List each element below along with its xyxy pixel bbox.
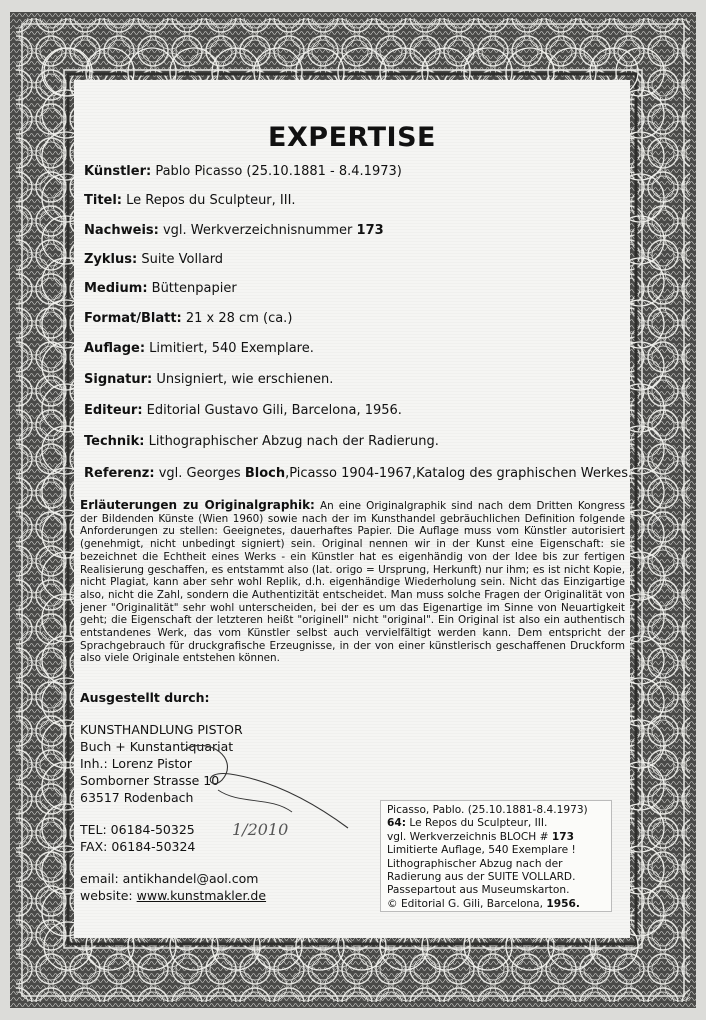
label-edition: Limitierte Auflage, 540 Exemplare ! [387,844,576,857]
field-auflage: Auflage: Limitiert, 540 Exemplare. [84,341,314,356]
explanation-heading: Erläuterungen zu Originalgraphik: [80,498,315,512]
field-editeur: Editeur: Editorial Gustavo Gili, Barcelona, 1956. [84,403,402,418]
issuer-street: Somborner Strasse 10 [80,773,220,788]
field-medium: Medium: Büttenpapier [84,281,237,296]
label-title: 64: Le Repos du Sculpteur, III. [387,817,548,830]
website-link[interactable]: www.kunstmakler.de [136,888,267,903]
issuer-subtitle: Buch + Kunstantiquariat [80,739,234,754]
field-nachweis: Nachweis: vgl. Werkverzeichnisnummer 173 [84,223,384,238]
label-mount: Passepartout aus Museumskarton. [387,884,570,897]
label-catalogue: vgl. Werkverzeichnis BLOCH # 173 [387,830,575,843]
issuer-heading: Ausgestellt durch: [80,690,210,705]
issuer-owner: Inh.: Lorenz Pistor [80,756,193,771]
issuer-email[interactable]: email: antikhandel@aol.com [80,871,259,886]
label-publisher: © Editorial G. Gili, Barcelona, 1956. [387,897,580,910]
info-label [380,800,612,912]
field-zyklus: Zyklus: Suite Vollard [84,252,224,267]
issuer-fax: FAX: 06184-50324 [80,839,196,854]
issuer-name: KUNSTHANDLUNG PISTOR [80,722,243,737]
field-format: Format/Blatt: 21 x 28 cm (ca.) [84,311,293,326]
field-technik: Technik: Lithographischer Abzug nach der Radierung. [84,434,439,449]
field-kuenstler: Künstler: Pablo Picasso (25.10.1881 - 8.4.1973) [84,164,402,179]
field-signatur: Signatur: Unsigniert, wie erschienen. [84,372,334,387]
page-title: EXPERTISE [268,122,436,153]
issuer-city: 63517 Rodenbach [80,790,194,805]
issuer-tel: TEL: 06184-50325 [80,822,195,837]
label-technique: Lithographischer Abzug nach der [387,857,563,870]
explanation-text: An eine Originalgraphik sind nach dem Dritten Kongress der Bildenden Künste (Wien 1960) sowie nach der im Kunsthandel gebräuchlichen Definition folgende Anforderungen zu stellen: Geeignetes, dauerhaftes Papier. Die Auflage muss vom Künstler autorisiert (genehmigt, nicht unbedingt signiert) sein. Original nennen wir in der Kunst eine Eigenschaft: sie bezeichnet die Echtheit eines Werks - ein Künstler hat es eigenhändig von der Idee bis zur fertigen Realisierung geschaffen, es entstammt also (lat. origo = Ursprung, Herkunft) nur ihm; es ist nicht Kopie, nicht Plagiat, kann aber sehr wohl Replik, d.h. eigenhändige Wiederholung sein. Nicht das Einzigartige also, nicht die Zahl, sondern die Authentizität entscheidet. Man muss solche Fragen der Originalität von jener "Originalität" sehr wohl unterscheiden, bei der es um das Eigenartige im Sinne von Neuartigkeit geht; die Eigenschaft der letzteren heißt "originell" nicht "original". Ein Original ist also ein authentisch entstandenes Werk, das vom Künstler selbst auch vervielfältigt werden kann. Dem entspricht der Sprachgebrauch für druckgrafische Erzeugnisse, in der von einer künstlerisch geschaffenen Druckform also viele Originale entstehen können. [80,500,625,665]
label-suite: Radierung aus der SUITE VOLLARD. [387,871,576,884]
pencil-note: 1/2010 [232,820,289,839]
field-titel: Titel: Le Repos du Sculpteur, III. [84,193,296,208]
field-referenz: Referenz: vgl. Georges Bloch,Picasso 1904-1967,Katalog des graphischen Werkes. [84,466,633,481]
explanation-paragraph [80,499,625,665]
label-artist: Picasso, Pablo. (25.10.1881-8.4.1973) [387,804,588,816]
issuer-website: website: www.kunstmakler.de [80,888,267,903]
